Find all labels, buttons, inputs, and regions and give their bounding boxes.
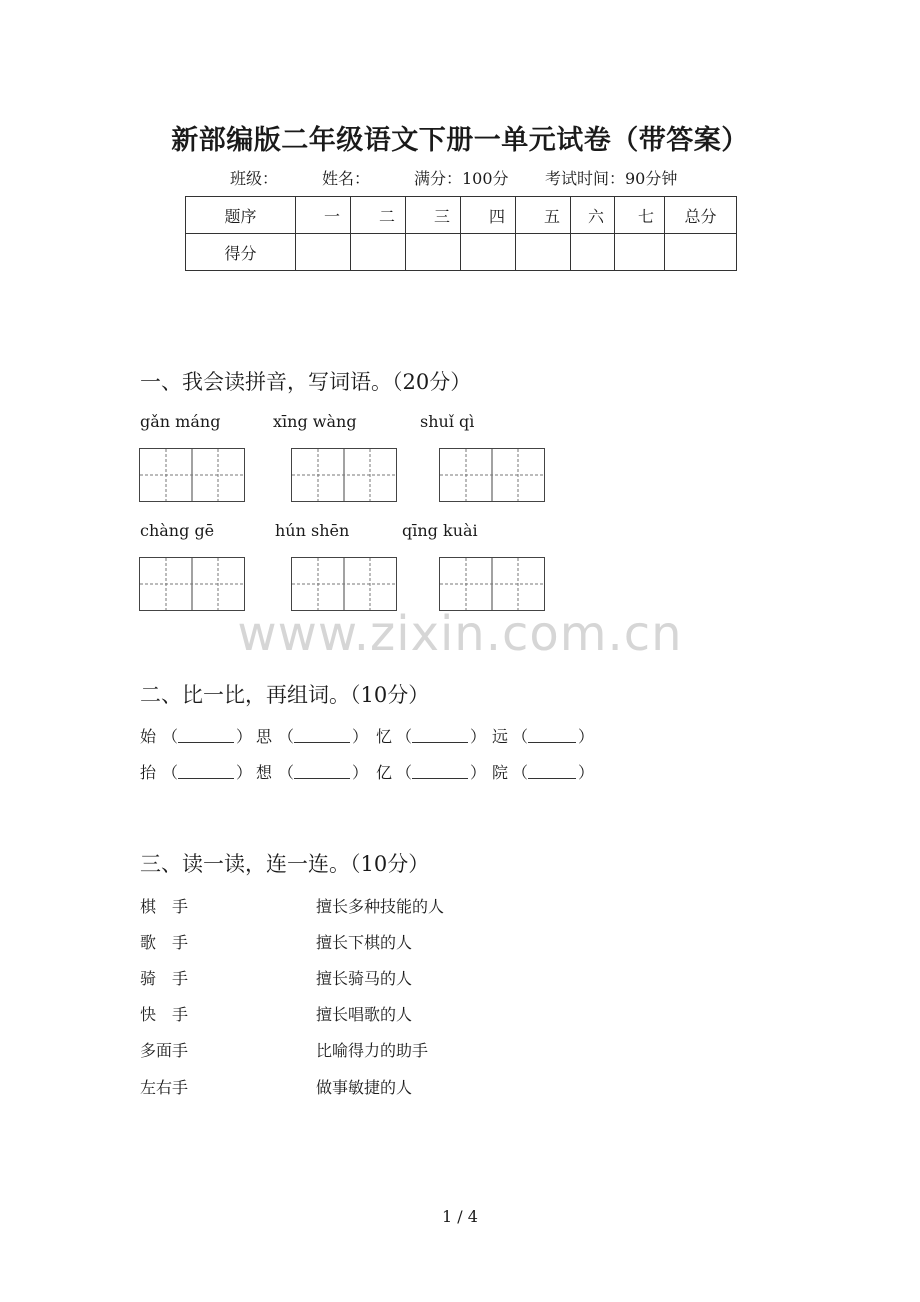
score-col-7: 七 xyxy=(615,197,665,234)
match-left-item[interactable]: 歌 手 xyxy=(140,933,189,952)
close-paren: ） xyxy=(470,727,487,746)
score-cell[interactable] xyxy=(665,234,737,271)
score-cell[interactable] xyxy=(615,234,665,271)
open-paren: （ xyxy=(512,763,529,782)
answer-blank[interactable] xyxy=(294,728,350,743)
full-score: 满分：100分 xyxy=(414,169,509,188)
writing-grid[interactable] xyxy=(439,448,545,502)
answer-blank[interactable] xyxy=(412,728,468,743)
score-row-label: 得分 xyxy=(186,234,296,271)
answer-blank[interactable] xyxy=(528,728,576,743)
open-paren: （ xyxy=(396,727,413,746)
compare-char: 忆 xyxy=(376,727,393,746)
score-col-3: 三 xyxy=(406,197,461,234)
score-table-header-row xyxy=(186,197,737,234)
compare-char: 亿 xyxy=(376,763,393,782)
section1-title: 一、我会读拼音，写词语。（20分） xyxy=(140,370,472,394)
close-paren: ） xyxy=(236,763,253,782)
match-right-item[interactable]: 擅长唱歌的人 xyxy=(316,1005,413,1024)
answer-blank[interactable] xyxy=(178,764,234,779)
match-right-item[interactable]: 擅长骑马的人 xyxy=(316,969,413,988)
score-cell[interactable] xyxy=(351,234,406,271)
pinyin-4: chàng gē xyxy=(140,521,215,540)
answer-blank[interactable] xyxy=(528,764,576,779)
class-label: 班级： xyxy=(230,169,279,188)
score-total-label: 总分 xyxy=(665,197,737,234)
compare-char: 思 xyxy=(256,727,273,746)
match-left-item[interactable]: 骑 手 xyxy=(140,969,189,988)
close-paren: ） xyxy=(236,727,253,746)
section2-title: 二、比一比，再组词。（10分） xyxy=(140,683,430,707)
compare-char: 想 xyxy=(256,763,273,782)
compare-char: 始 xyxy=(140,727,157,746)
score-cell[interactable] xyxy=(461,234,516,271)
score-col-4: 四 xyxy=(461,197,516,234)
match-right-item[interactable]: 擅长下棋的人 xyxy=(316,933,413,952)
close-paren: ） xyxy=(352,727,369,746)
pinyin-3: shuǐ qì xyxy=(420,412,475,431)
open-paren: （ xyxy=(278,763,295,782)
exam-time: 考试时间：90分钟 xyxy=(545,169,678,188)
score-cell[interactable] xyxy=(516,234,571,271)
match-left-item[interactable]: 多面手 xyxy=(140,1041,189,1060)
score-col-5: 五 xyxy=(516,197,571,234)
compare-char: 院 xyxy=(492,763,509,782)
close-paren: ） xyxy=(470,763,487,782)
match-right-item[interactable]: 比喻得力的助手 xyxy=(316,1041,429,1060)
match-right-item[interactable]: 做事敏捷的人 xyxy=(316,1078,413,1097)
score-table xyxy=(185,196,737,271)
score-cell[interactable] xyxy=(571,234,615,271)
exam-title: 新部编版二年级语文下册一单元试卷（带答案） xyxy=(171,125,749,156)
compare-char: 抬 xyxy=(140,763,157,782)
pinyin-2: xīng wàng xyxy=(273,412,357,431)
open-paren: （ xyxy=(278,727,295,746)
open-paren: （ xyxy=(396,763,413,782)
writing-grid[interactable] xyxy=(139,557,245,611)
pinyin-1: gǎn máng xyxy=(140,412,221,431)
pinyin-6: qīng kuài xyxy=(402,521,478,540)
match-left-item[interactable]: 快 手 xyxy=(140,1005,189,1024)
score-header-label: 题序 xyxy=(186,197,296,234)
close-paren: ） xyxy=(352,763,369,782)
compare-char: 远 xyxy=(492,727,509,746)
close-paren: ） xyxy=(578,763,595,782)
score-col-2: 二 xyxy=(351,197,406,234)
answer-blank[interactable] xyxy=(178,728,234,743)
writing-grid[interactable] xyxy=(139,448,245,502)
match-right-item[interactable]: 擅长多种技能的人 xyxy=(316,897,445,916)
writing-grid[interactable] xyxy=(439,557,545,611)
pinyin-5: hún shēn xyxy=(275,521,350,540)
score-cell[interactable] xyxy=(296,234,351,271)
watermark: www.zixin.com.cn xyxy=(237,606,683,662)
open-paren: （ xyxy=(162,727,179,746)
writing-grid[interactable] xyxy=(291,557,397,611)
writing-grid[interactable] xyxy=(291,448,397,502)
open-paren: （ xyxy=(162,763,179,782)
answer-blank[interactable] xyxy=(294,764,350,779)
open-paren: （ xyxy=(512,727,529,746)
name-label: 姓名： xyxy=(322,169,371,188)
score-col-6: 六 xyxy=(571,197,615,234)
close-paren: ） xyxy=(578,727,595,746)
section3-title: 三、读一读，连一连。（10分） xyxy=(140,852,430,876)
match-left-item[interactable]: 棋 手 xyxy=(140,897,189,916)
score-cell[interactable] xyxy=(406,234,461,271)
score-col-1: 一 xyxy=(296,197,351,234)
match-left-item[interactable]: 左右手 xyxy=(140,1078,189,1097)
page-number: 1 / 4 xyxy=(442,1207,478,1226)
score-table-score-row xyxy=(186,234,737,271)
answer-blank[interactable] xyxy=(412,764,468,779)
